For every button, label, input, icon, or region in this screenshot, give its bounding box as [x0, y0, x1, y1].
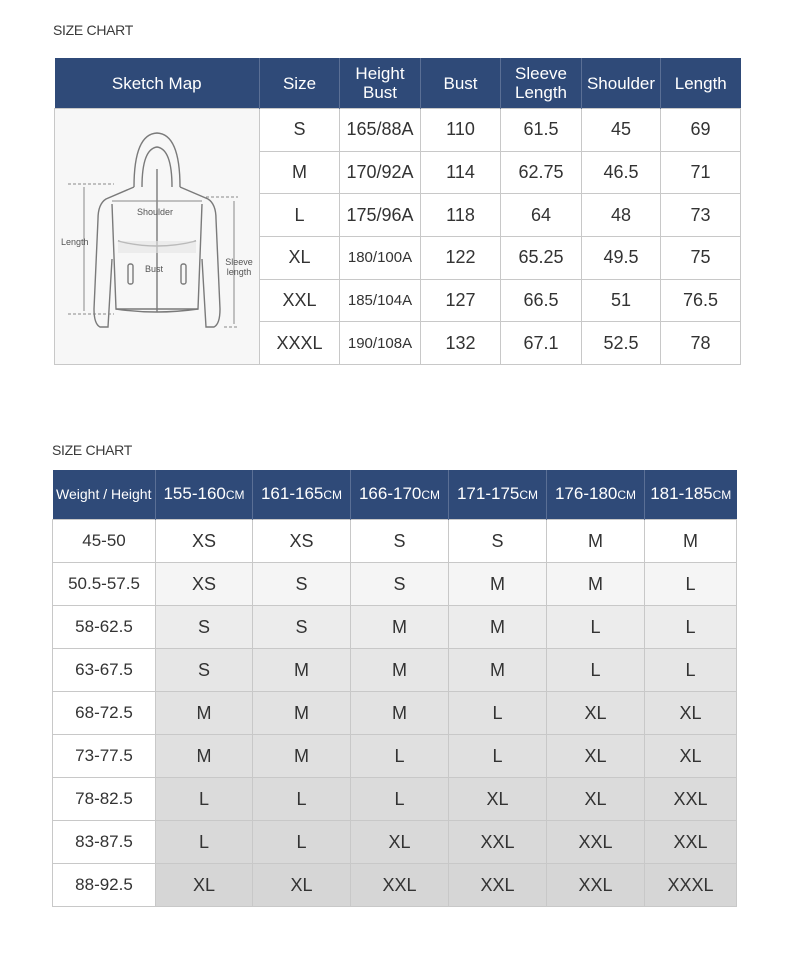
table-cell: 127: [421, 279, 501, 322]
table-cell: 78: [661, 322, 741, 365]
table-cell: 170/92A: [340, 151, 421, 194]
size-cell: M: [253, 735, 351, 778]
size-cell: S: [449, 520, 547, 563]
table-row: [53, 735, 737, 778]
table-row: [53, 692, 737, 735]
table-row: [53, 649, 737, 692]
table-cell: 65.25: [501, 236, 582, 279]
size-cell: M: [351, 649, 449, 692]
size-cell: XL: [645, 692, 737, 735]
size-cell: L: [156, 821, 253, 864]
size-cell: XXL: [449, 864, 547, 907]
size-cell: S: [156, 606, 253, 649]
size-cell: L: [547, 649, 645, 692]
table-cell: 180/100A: [340, 236, 421, 279]
jacket-sketch: [55, 109, 260, 365]
header-height-range: [253, 470, 351, 520]
table-cell: S: [260, 109, 340, 152]
table-cell: XXXL: [260, 322, 340, 365]
height-range-label: 181-185: [650, 484, 713, 503]
table-row: [53, 778, 737, 821]
table-row: [53, 821, 737, 864]
weight-cell: 73-77.5: [53, 735, 156, 778]
table-cell: 185/104A: [340, 279, 421, 322]
weight-cell: 83-87.5: [53, 821, 156, 864]
size-cell: XL: [645, 735, 737, 778]
size-cell: XXL: [449, 821, 547, 864]
size-cell: S: [351, 563, 449, 606]
table-cell: 64: [501, 194, 582, 237]
header-height-range: [156, 470, 253, 520]
size-cell: L: [156, 778, 253, 821]
size-chart-title-2: SIZE CHART: [52, 442, 132, 458]
table-cell: 165/88A: [340, 109, 421, 152]
size-cell: L: [547, 606, 645, 649]
table-cell: 71: [661, 151, 741, 194]
table-cell: 122: [421, 236, 501, 279]
table-cell: XXL: [260, 279, 340, 322]
size-cell: XXL: [351, 864, 449, 907]
table-cell: 48: [582, 194, 661, 237]
size-cell: XL: [547, 692, 645, 735]
size-chart-title-1: SIZE CHART: [53, 22, 133, 38]
size-cell: XXL: [547, 864, 645, 907]
size-cell: XL: [547, 735, 645, 778]
size-cell: M: [645, 520, 737, 563]
table-cell: 66.5: [501, 279, 582, 322]
size-cell: S: [351, 520, 449, 563]
table-cell: 67.1: [501, 322, 582, 365]
size-cell: XXL: [645, 778, 737, 821]
unit-label: CM: [421, 488, 441, 502]
table-cell: 73: [661, 194, 741, 237]
size-cell: L: [449, 735, 547, 778]
size-cell: M: [253, 692, 351, 735]
header-weight-height: Weight / Height: [53, 470, 156, 520]
size-cell: M: [547, 563, 645, 606]
size-cell: XS: [156, 563, 253, 606]
table-cell: 190/108A: [340, 322, 421, 365]
table-cell: 45: [582, 109, 661, 152]
weight-cell: 88-92.5: [53, 864, 156, 907]
size-cell: XXL: [645, 821, 737, 864]
size-cell: L: [645, 649, 737, 692]
weight-cell: 63-67.5: [53, 649, 156, 692]
size-cell: L: [351, 735, 449, 778]
size-cell: XXXL: [645, 864, 737, 907]
size-cell: XL: [351, 821, 449, 864]
size-cell: XL: [156, 864, 253, 907]
header-height-range: [351, 470, 449, 520]
size-cell: L: [449, 692, 547, 735]
table-cell: 175/96A: [340, 194, 421, 237]
size-cell: L: [645, 606, 737, 649]
table-cell: 114: [421, 151, 501, 194]
size-cell: L: [351, 778, 449, 821]
table-cell: XL: [260, 236, 340, 279]
size-cell: XS: [253, 520, 351, 563]
size-cell: M: [449, 563, 547, 606]
table-cell: 49.5: [582, 236, 661, 279]
table-header-row: [53, 470, 737, 520]
size-cell: M: [351, 692, 449, 735]
table-cell: 132: [421, 322, 501, 365]
size-cell: M: [156, 692, 253, 735]
unit-label: CM: [617, 488, 637, 502]
weight-cell: 68-72.5: [53, 692, 156, 735]
table-cell: 62.75: [501, 151, 582, 194]
table-cell: L: [260, 194, 340, 237]
table-row: [53, 864, 737, 907]
header-height-range: [449, 470, 547, 520]
unit-label: CM: [323, 488, 343, 502]
size-cell: M: [449, 606, 547, 649]
header-height-bust: Height Bust: [340, 58, 421, 109]
weight-height-size-table: [52, 470, 737, 907]
size-cell: L: [253, 821, 351, 864]
height-range-label: 155-160: [163, 484, 226, 503]
height-range-label: 161-165: [260, 484, 324, 503]
header-length: Length: [661, 58, 741, 109]
size-cell: XXL: [547, 821, 645, 864]
height-range-label: 166-170: [358, 484, 422, 503]
size-cell: S: [253, 606, 351, 649]
weight-cell: 45-50: [53, 520, 156, 563]
header-bust: Bust: [421, 58, 501, 109]
table-cell: 61.5: [501, 109, 582, 152]
table-cell: 118: [421, 194, 501, 237]
unit-label: CM: [225, 488, 245, 502]
table-row: [53, 606, 737, 649]
size-cell: XL: [547, 778, 645, 821]
size-cell: L: [645, 563, 737, 606]
size-cell: M: [156, 735, 253, 778]
height-range-label: 176-180: [554, 484, 618, 503]
size-cell: XL: [449, 778, 547, 821]
size-cell: M: [547, 520, 645, 563]
size-cell: M: [253, 649, 351, 692]
weight-cell: 50.5-57.5: [53, 563, 156, 606]
header-height-range: [547, 470, 645, 520]
weight-cell: 58-62.5: [53, 606, 156, 649]
table-cell: 51: [582, 279, 661, 322]
table-cell: 75: [661, 236, 741, 279]
unit-label: CM: [712, 488, 732, 502]
size-cell: S: [156, 649, 253, 692]
table-row: [55, 109, 741, 152]
header-sleeve-length: Sleeve Length: [501, 58, 582, 109]
sketch-label-length: Length: [61, 237, 89, 247]
sketch-label-sleeve: Sleeve length: [225, 257, 253, 277]
table-cell: M: [260, 151, 340, 194]
size-cell: XL: [253, 864, 351, 907]
table-cell: 46.5: [582, 151, 661, 194]
jacket-sketch-icon: [56, 109, 259, 359]
header-sketch-map: Sketch Map: [55, 58, 260, 109]
size-cell: L: [253, 778, 351, 821]
table-cell: 52.5: [582, 322, 661, 365]
table-cell: 69: [661, 109, 741, 152]
height-range-label: 171-175: [456, 484, 520, 503]
size-measurement-table: [54, 58, 741, 365]
size-cell: S: [253, 563, 351, 606]
unit-label: CM: [519, 488, 539, 502]
table-cell: 76.5: [661, 279, 741, 322]
sketch-label-shoulder: Shoulder: [137, 207, 174, 217]
size-cell: M: [351, 606, 449, 649]
table-row: [53, 520, 737, 563]
table-row: [53, 563, 737, 606]
weight-cell: 78-82.5: [53, 778, 156, 821]
header-size: Size: [260, 58, 340, 109]
sketch-label-bust: Bust: [145, 264, 164, 274]
header-shoulder: Shoulder: [582, 58, 661, 109]
size-cell: M: [449, 649, 547, 692]
header-height-range: [645, 470, 737, 520]
table-header-row: [55, 58, 741, 109]
size-cell: XS: [156, 520, 253, 563]
table-cell: 110: [421, 109, 501, 152]
